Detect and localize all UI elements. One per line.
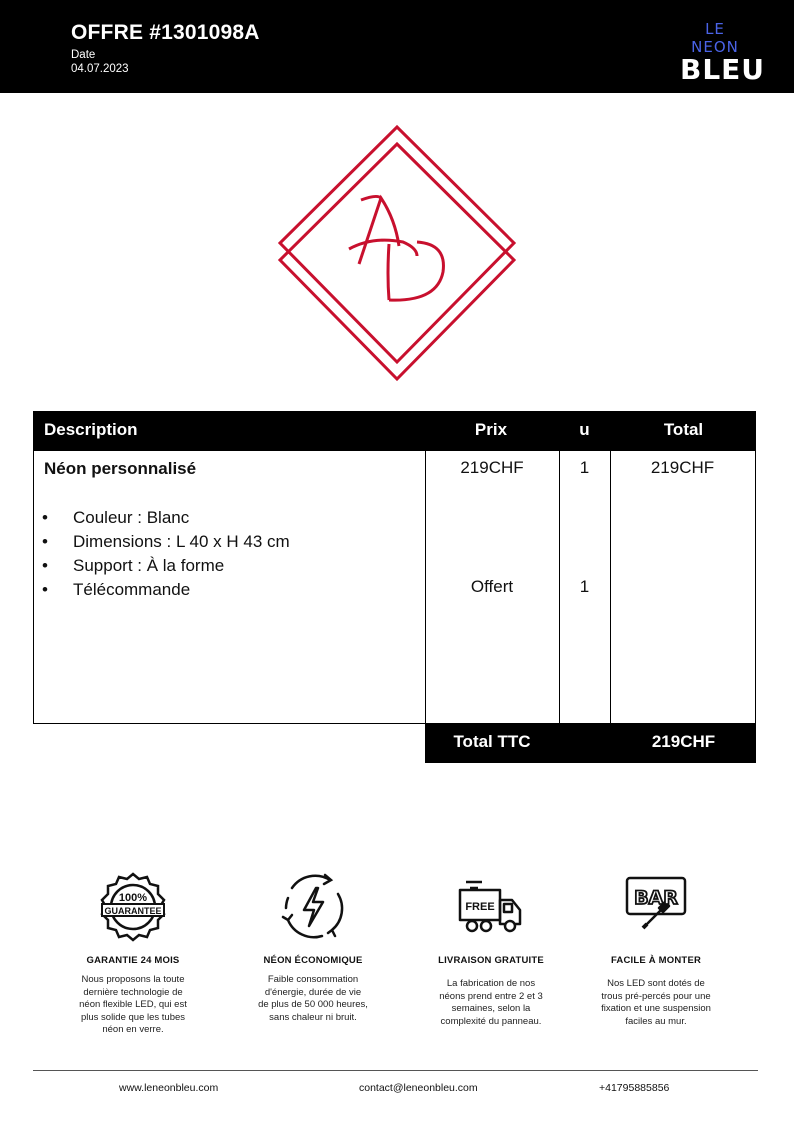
feature-title: GARANTIE 24 MOIS (86, 955, 180, 966)
bullet-symbol: • (42, 580, 48, 599)
feature-text-line: trous pré-percés pour une (601, 990, 711, 1002)
feature-text-line: La fabrication de nos (446, 978, 536, 989)
table-header (33, 411, 756, 451)
footer-website-link[interactable]: www.leneonbleu.com (119, 1082, 219, 1094)
feature-text-line: sans chaleur ni bruit. (269, 1011, 357, 1023)
feature-guarantee (63, 870, 203, 1037)
footer-email-link[interactable]: contact@leneonbleu.com (359, 1082, 478, 1094)
feature-text-line: Faible consommation (267, 974, 359, 985)
column-header-units: u (579, 420, 590, 439)
bullet-text: Support : À la forme (73, 556, 225, 575)
total-value: 219CHF (651, 732, 716, 751)
feature-text-line: de plus de 50 000 heures, (258, 999, 368, 1010)
feature-text (421, 978, 561, 1028)
item-total: 219CHF (650, 458, 715, 477)
feature-text (63, 974, 203, 1037)
feature-easy-mount (586, 870, 726, 1028)
bullet-text: Télécommande (73, 580, 191, 599)
bullet-symbol: • (42, 556, 48, 575)
bullet-symbol: • (42, 508, 48, 527)
brand-logo (680, 20, 766, 86)
list-item (42, 530, 290, 554)
list-item (42, 578, 290, 602)
feature-text (243, 974, 383, 1024)
table-border-left (33, 451, 34, 724)
remote-price: Offert (470, 577, 514, 596)
offer-title: OFFRE #1301098A (71, 21, 260, 44)
energy-icon (278, 870, 348, 942)
item-bullet-list (42, 506, 290, 602)
feature-title: FACILE À MONTER (610, 955, 702, 966)
footer-phone-link[interactable]: +41795885856 (599, 1082, 670, 1094)
feature-text-line: d'énergie, durée de vie (264, 986, 362, 998)
feature-title: LIVRAISON GRATUITE (438, 955, 544, 966)
bullet-text: Dimensions : L 40 x H 43 cm (73, 532, 290, 551)
list-item (42, 554, 290, 578)
feature-title: NÉON ÉCONOMIQUE (263, 955, 363, 966)
column-header-price: Prix (474, 420, 508, 439)
item-quantity: 1 (579, 458, 590, 477)
feature-text-line: néons prend entre 2 et 3 (439, 990, 543, 1002)
date-label: Date (71, 49, 96, 61)
feature-text-line: complexité du panneau. (440, 1015, 542, 1027)
feature-text-line: semaines, selon la (451, 1003, 531, 1014)
header-bar (0, 0, 794, 93)
bar-sign-icon (621, 870, 691, 942)
truck-label: FREE (465, 901, 495, 913)
brand-logo-top: LE NEON (691, 20, 739, 56)
item-title: Néon personnalisé (44, 459, 197, 478)
badge-top-text: 100% (118, 892, 148, 904)
feature-text-line: fixation et une suspension (601, 1003, 711, 1014)
remote-quantity: 1 (579, 577, 590, 596)
column-header-description: Description (44, 420, 138, 439)
brand-logo-bottom: BLEU (680, 53, 766, 86)
footer-divider (33, 1070, 758, 1071)
feature-text-line: néon en verre. (102, 1024, 164, 1035)
table-border-bottom (33, 723, 425, 724)
feature-text-line: néon flexible LED, qui est (79, 999, 187, 1010)
bullet-text: Couleur : Blanc (73, 508, 190, 527)
date-value: 04.07.2023 (71, 63, 129, 75)
item-price: 219CHF (460, 458, 524, 477)
features-section (0, 870, 794, 1050)
feature-text-line: faciles au mur. (625, 1015, 687, 1027)
feature-text (586, 978, 726, 1028)
feature-economic (243, 870, 383, 1024)
total-label: Total TTC (453, 732, 531, 751)
table-divider-units-total (610, 451, 611, 724)
column-header-total: Total (663, 420, 704, 439)
feature-text-line: dernière technologie de (83, 986, 183, 998)
list-item (42, 506, 290, 530)
total-bar (425, 723, 756, 763)
table-border-right (755, 451, 756, 724)
bullet-symbol: • (42, 532, 48, 551)
delivery-truck-icon (456, 870, 526, 942)
sign-label: BAR (634, 887, 678, 909)
feature-text-line: Nos LED sont dotés de (607, 978, 705, 989)
feature-text-line: plus solide que les tubes (80, 1011, 186, 1023)
badge-bottom-text: GUARANTEE (104, 906, 162, 916)
guarantee-badge-icon (98, 870, 168, 942)
feature-delivery (421, 870, 561, 1028)
ad-monogram-logo (277, 124, 517, 382)
feature-text-line: Nous proposons la toute (81, 974, 185, 985)
